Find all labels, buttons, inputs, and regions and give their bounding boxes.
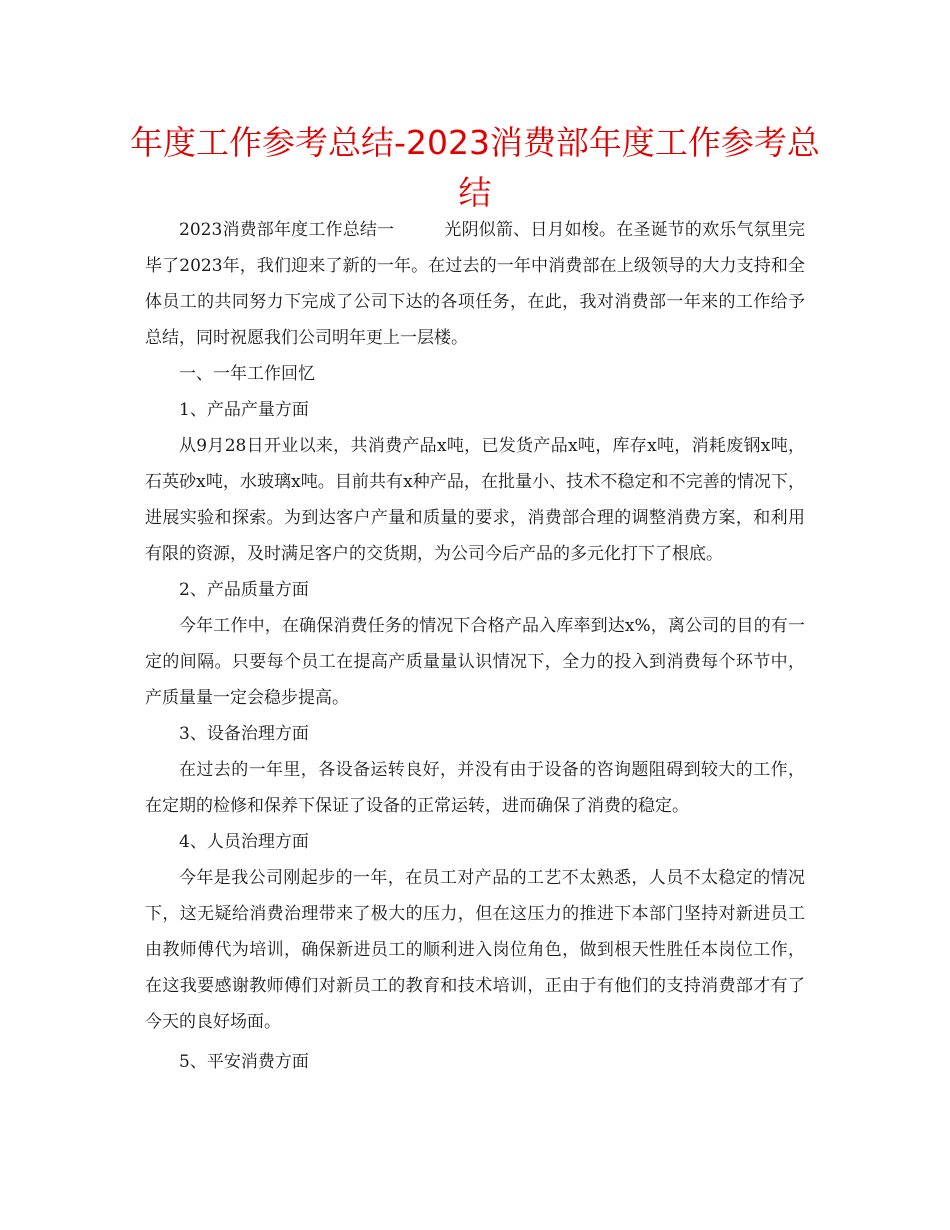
document-body xyxy=(145,212,805,1080)
paragraph-personnel: 今年是我公司刚起步的一年，在员工对产品的工艺不太熟悉，人员不太稳定的情况下，这无疑给消费治理带来了极大的压力，但在这压力的推进下本部门坚持对新进员工由教师傅代为培训，确保新进员工的顺利进入岗位角色，做到根天性胜任本岗位工作，在这我要感谢教师傅们对新员工的教育和技术培训，正由于有他们的支持消费部才有了今天的良好场面。 xyxy=(145,868,805,1032)
intro-lead: 2023消费部年度工作总结一 xyxy=(179,220,395,240)
subheading-safety: 5、平安消费方面 xyxy=(179,1052,309,1072)
intro-text: 光阴似箭、日月如梭。在圣诞节的欢乐气氛里完毕了2023年，我们迎来了新的一年。在过去的一年中消费部在上级领导的大力支持和全体员工的共同努力下完成了公司下达的各项任务，在此，我对消费部一年来的工作给予总结，同时祝愿我们公司明年更上一层楼。 xyxy=(145,220,806,348)
paragraph-output: 从9月28日开业以来，共消费产品x吨，已发货产品x吨，库存x吨，消耗废钢x吨，石英砂x吨，水玻璃x吨。目前共有x种产品，在批量小、技术不稳定和不完善的情况下，进展实验和探索。为到达客户产量和质量的要求，消费部合理的调整消费方案，和利用有限的资源，及时满足客户的交货期，为公司今后产品的多元化打下了根底。 xyxy=(145,436,805,564)
paragraph-equipment: 在过去的一年里，各设备运转良好，并没有由于设备的咨询题阻碍到较大的工作，在定期的检修和保养下保证了设备的正常运转，进而确保了消费的稳定。 xyxy=(145,760,805,816)
subheading-quality: 2、产品质量方面 xyxy=(179,580,309,600)
paragraph-quality: 今年工作中，在确保消费任务的情况下合格产品入库率到达x%，离公司的目的有一定的间隔。只要每个员工在提高产质量量认识情况下，全力的投入到消费每个环节中，产质量量一定会稳步提高。 xyxy=(145,616,805,708)
subheading-output: 1、产品产量方面 xyxy=(179,400,309,420)
subheading-equipment: 3、设备治理方面 xyxy=(179,724,309,744)
section-heading-review: 一、一年工作回忆 xyxy=(179,364,315,384)
document-title: 年度工作参考总结-2023消费部年度工作参考总结 xyxy=(130,123,820,212)
subheading-personnel: 4、人员治理方面 xyxy=(179,832,309,852)
intro-paragraph xyxy=(145,212,805,356)
